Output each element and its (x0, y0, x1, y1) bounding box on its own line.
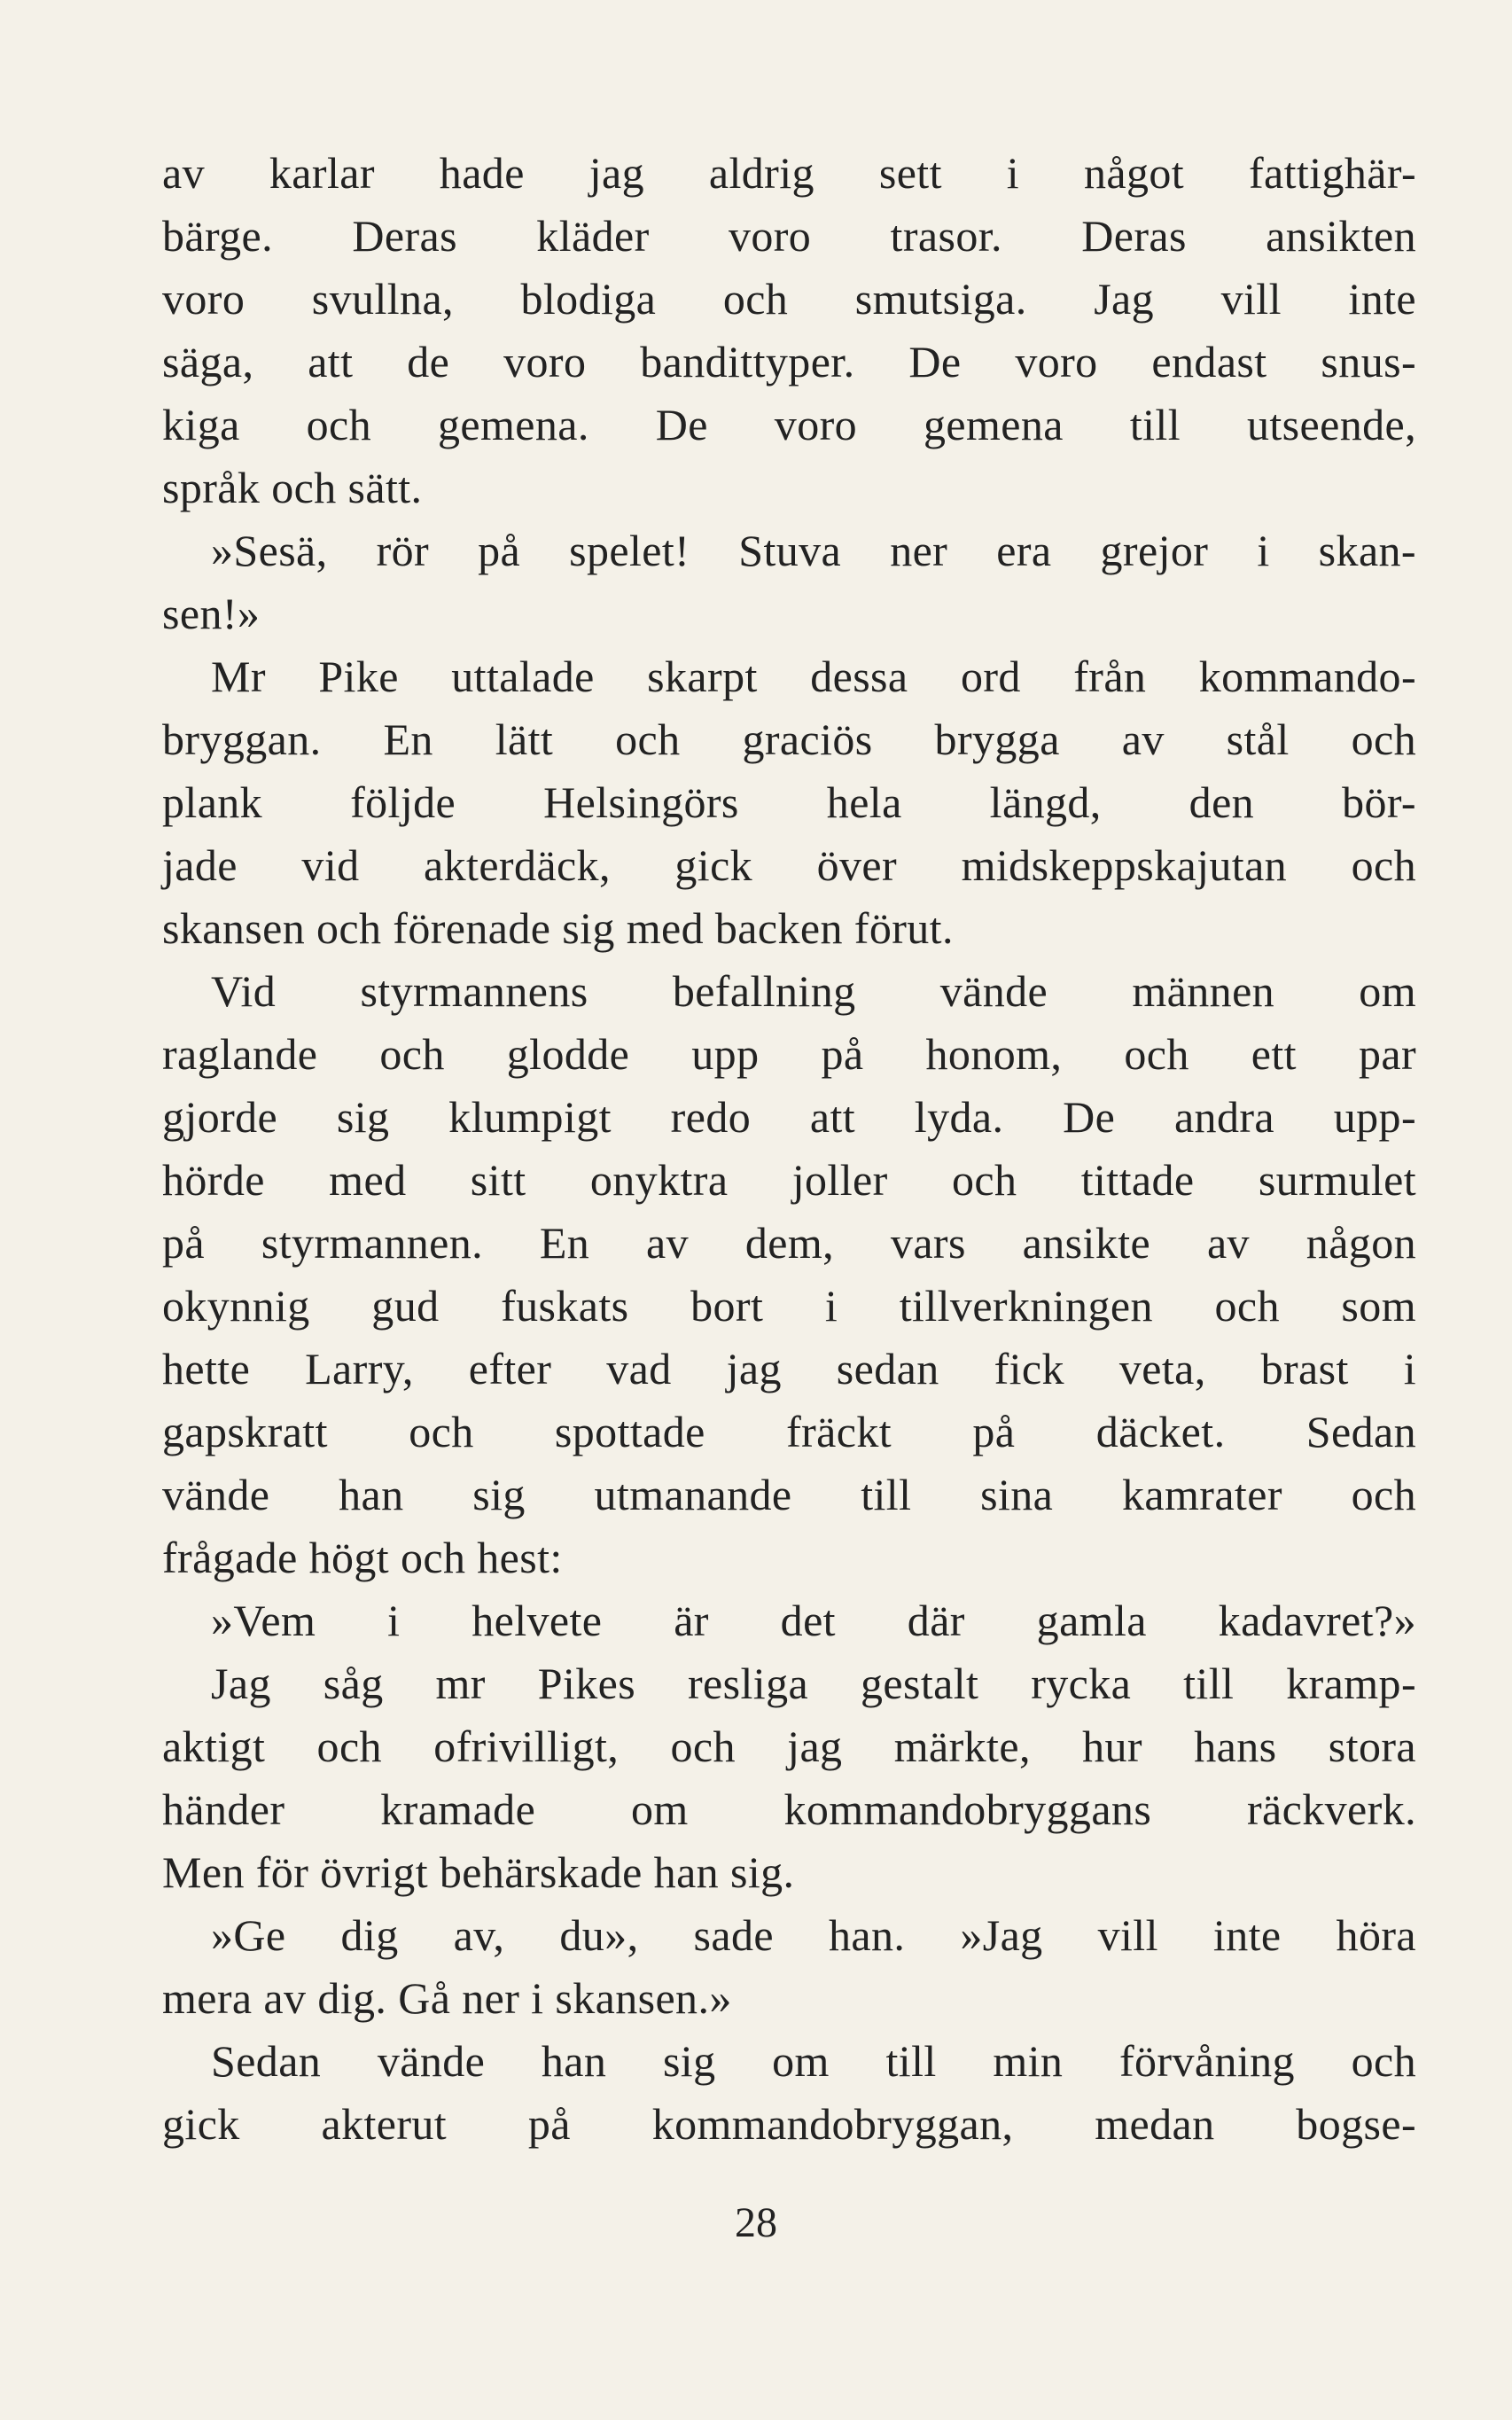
text-line: Vid styrmannens befallning vände männen om (211, 966, 1416, 1016)
text-line: voro svullna, blodiga och smutsiga. Jag vill inte (162, 274, 1416, 324)
text-line: »Vem i helvete är det där gamla kadavret?» (211, 1596, 1416, 1645)
text-line: hörde med sitt onyktra joller och tittade surmulet (162, 1155, 1416, 1205)
text-line: sen!» (162, 589, 261, 638)
text-line: Men för övrigt behärskade han sig. (162, 1847, 795, 1897)
text-line: säga, att de voro bandittyper. De voro endast snus- (162, 337, 1416, 386)
text-line: bryggan. En lätt och graciös brygga av stål och (162, 714, 1416, 764)
text-line: kiga och gemena. De voro gemena till utseende, (162, 400, 1416, 449)
text-line: jade vid akterdäck, gick över midskeppskajutan och (162, 840, 1416, 890)
text-line: Sedan vände han sig om till min förvåning och (211, 2036, 1416, 2086)
text-line: frågade högt och hest: (162, 1533, 563, 1582)
text-line: på styrmannen. En av dem, vars ansikte av någon (162, 1218, 1416, 1268)
text-line: vände han sig utmanande till sina kamrater och (162, 1470, 1416, 1519)
text-line: aktigt och ofrivilligt, och jag märkte, hur hans stora (162, 1721, 1416, 1771)
text-line: mera av dig. Gå ner i skansen.» (162, 1973, 732, 2023)
text-line: händer kramade om kommandobryggans räckverk. (162, 1784, 1416, 1834)
text-line: Mr Pike uttalade skarpt dessa ord från kommando- (211, 652, 1416, 701)
text-line: raglande och glodde upp på honom, och ett par (162, 1029, 1416, 1079)
text-line: plank följde Helsingörs hela längd, den bör- (162, 777, 1416, 827)
text-line: gapskratt och spottade fräckt på däcket. Sedan (162, 1407, 1416, 1456)
page-number: 28 (735, 2199, 777, 2246)
text-line: gick akterut på kommandobryggan, medan bogse- (162, 2099, 1416, 2149)
text-line: okynnig gud fuskats bort i tillverkningen och som (162, 1281, 1416, 1331)
text-line: gjorde sig klumpigt redo att lyda. De andra upp- (162, 1092, 1416, 1142)
text-line: »Sesä, rör på spelet! Stuva ner era grejor i skan- (211, 526, 1416, 575)
text-line: av karlar hade jag aldrig sett i något fattighär- (162, 148, 1416, 198)
text-line: bärge. Deras kläder voro trasor. Deras ansikten (162, 211, 1416, 261)
text-line: språk och sätt. (162, 463, 423, 512)
body-text (162, 142, 1416, 2156)
text-line: Jag såg mr Pikes resliga gestalt rycka till kramp- (211, 1659, 1416, 1708)
text-line: skansen och förenade sig med backen förut. (162, 903, 954, 953)
text-line: hette Larry, efter vad jag sedan fick veta, brast i (162, 1344, 1416, 1393)
text-line: »Ge dig av, du», sade han. »Jag vill inte höra (211, 1910, 1416, 1960)
